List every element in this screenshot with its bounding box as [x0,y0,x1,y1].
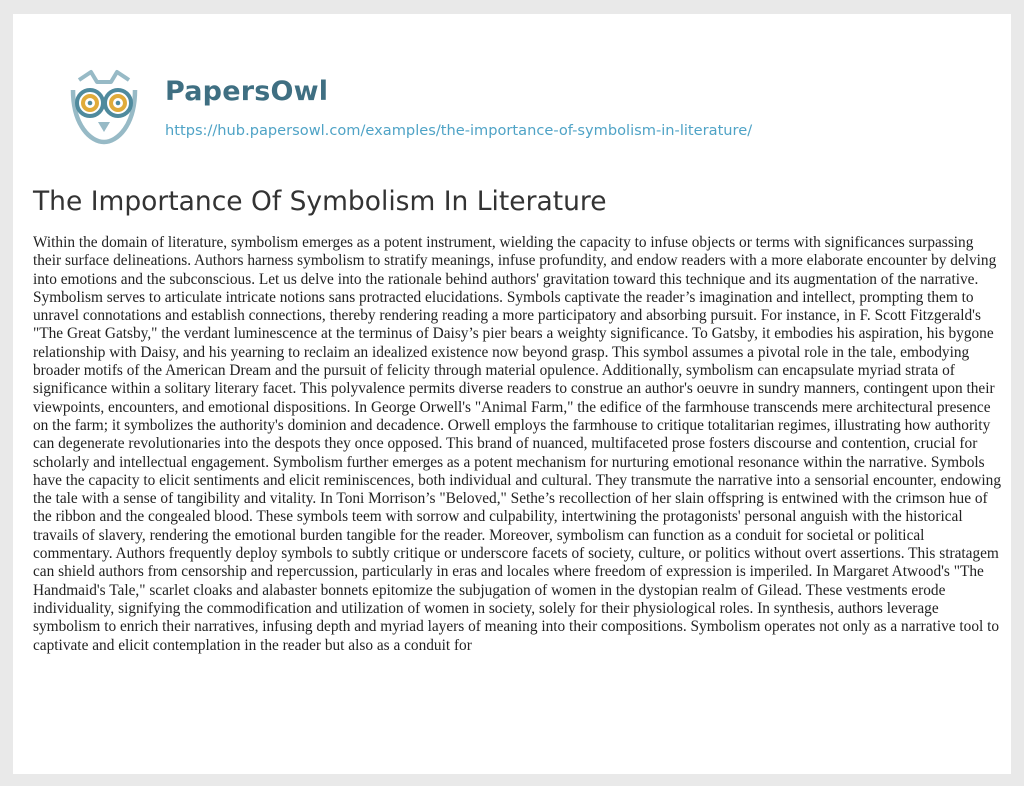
owl-icon [61,64,147,148]
document-title: The Importance Of Symbolism In Literature [33,186,607,217]
site-name: PapersOwl [165,76,329,107]
document-body: Within the domain of literature, symbolism emerges as a potent instrument, wielding the capacity to infuse objects or terms with significances surpassing their surface delineations. Authors harness symbolism to stratify meanings, infuse profundity, and endow readers with a more elaborate encounter by delving into emotions and the subconscious. Let us delve into the rationale behind authors' gravitation toward this technique and its augmentation of the narrative. Symbolism serves to articulate intricate notions sans protracted elucidations. Symbols captivate the reader’s imagination and intellect, prompting them to unravel connotations and establish connections, thereby rendering reading a more participatory and absorbing pursuit. For instance, in F. Scott Fitzgerald's "The Great Gatsby," the verdant luminescence at the terminus of Daisy’s pier bears a weighty significance. To Gatsby, it embodies his aspiration, his bygone relationship with Daisy, and his yearning to reclaim an idealized existence now beyond grasp. This symbol assumes a pivotal role in the tale, embodying broader motifs of the American Dream and the pursuit of felicity through material opulence. Additionally, symbolism can encapsulate myriad strata of significance within a solitary literary facet. This polyvalence permits diverse readers to construe an author's oeuvre in sundry manners, contingent upon their viewpoints, encounters, and emotional dispositions. In George Orwell's "Animal Farm," the edifice of the farmhouse transcends mere architectural presence on the farm; it symbolizes the authority's dominion and decadence. Orwell employs the farmhouse to critique totalitarian regimes, illustrating how authority can degenerate revolutionaries into the despots they once opposed. This brand of nuanced, multifaceted prose fosters discourse and contention, crucial for scholarly and intellectual engagement. Symbolism further emerges as a potent mechanism for nurturing emotional resonance within the narrative. Symbols have the capacity to elicit sentiments and elicit reminiscences, both individual and cultural. They transmute the narrative into a sensorial encounter, endowing the tale with a sense of tangibility and vitality. In Toni Morrison’s "Beloved," Sethe’s recollection of her slain offspring is entwined with the crimson hue of the ribbon and the congealed blood. These symbols teem with sorrow and culpability, intertwining the protagonists' personal anguish with the historical travails of slavery, rendering the emotional burden tangible for the reader. Moreover, symbolism can function as a conduit for societal or political commentary. Authors frequently deploy symbols to subtly critique or underscore facets of society, culture, or politics without overt assertions. This stratagem can shield authors from censorship and repercussion, particularly in eras and locales where freedom of expression is imperiled. In Margaret Atwood's "The Handmaid's Tale," scarlet cloaks and alabaster bonnets epitomize the subjugation of women in the dystopian realm of Gilead. These vestments erode individuality, signifying the commodification and utilization of women in society, solely for their physiological roles. In synthesis, authors leverage symbolism to enrich their narratives, infusing depth and myriad layers of meaning into their compositions. Symbolism operates not only as a narrative tool to captivate and elicit contemplation in the reader but also as a conduit for [33,234,1002,654]
source-url-link[interactable]: https://hub.papersowl.com/examples/the-importance-of-symbolism-in-literature/ [165,122,753,139]
document-page [13,14,1011,774]
